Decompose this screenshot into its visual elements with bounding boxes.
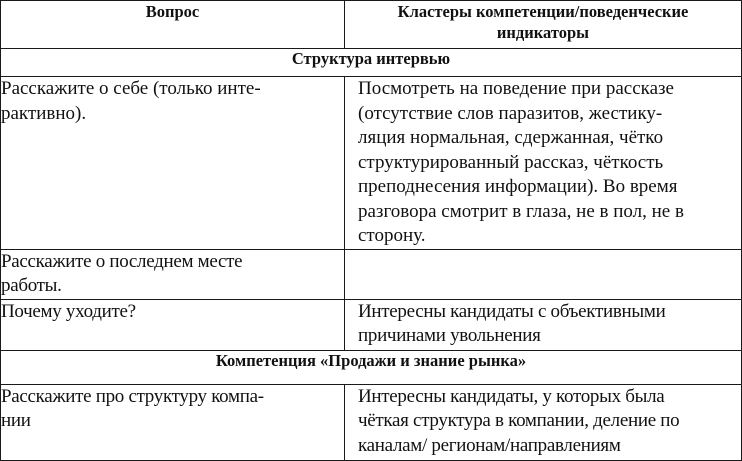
text-line: Интересны кандидаты с объективными xyxy=(358,300,666,322)
text-line: структурированный рассказ, чёткость xyxy=(358,151,664,173)
indicators-cell xyxy=(345,77,742,250)
text-line: Расскажите о последнем месте xyxy=(1,250,243,272)
text-line: нии xyxy=(1,410,31,431)
column-header-clusters xyxy=(345,1,742,49)
indicators-cell-empty xyxy=(345,249,742,299)
section-row-sales-competency xyxy=(1,350,742,384)
text-line: (отсутствие слов паразитов, жестику- xyxy=(358,102,663,124)
text-line: Интересны кандидаты, у которых была xyxy=(358,385,665,407)
column-header-question xyxy=(1,1,345,49)
text-line: Посмотреть на поведение при рассказе xyxy=(358,78,674,99)
table-row xyxy=(1,299,742,350)
indicators-cell xyxy=(345,384,742,460)
table-row xyxy=(1,77,742,250)
text-line: рактивно). xyxy=(1,102,87,124)
text-line: работы. xyxy=(1,275,62,296)
text-line: Расскажите о себе (только инте- xyxy=(1,78,261,99)
text-line: Почему уходите? xyxy=(1,300,136,322)
column-header-question-label: Вопрос xyxy=(145,2,200,21)
column-header-clusters-line-1: Кластеры компетенции/поведенческие xyxy=(397,2,689,21)
section-title: Структура интервью xyxy=(1,49,742,77)
text-line: сторону. xyxy=(358,225,426,246)
question-cell xyxy=(1,299,345,350)
column-header-clusters-line-2: индикаторы xyxy=(496,23,590,42)
header-row xyxy=(1,1,742,49)
table-row xyxy=(1,249,742,299)
text-line: разговора смотрит в глаза, не в пол, не в xyxy=(358,200,684,222)
section-row-interview-structure xyxy=(1,49,742,77)
text-line: Расскажите про структуру компа- xyxy=(1,385,264,407)
text-line: каналам/ регионам/направлениям xyxy=(358,434,621,456)
indicators-cell xyxy=(345,299,742,350)
section-title: Компетенция «Продажи и знание рынка» xyxy=(1,350,742,384)
text-line: причинами увольнения xyxy=(358,325,541,346)
table-row xyxy=(1,384,742,460)
text-line: чёткая структура в компании, деление по xyxy=(358,410,680,431)
question-cell xyxy=(1,77,345,250)
question-cell xyxy=(1,249,345,299)
question-cell xyxy=(1,384,345,460)
text-line: ляция нормальная, сдержанная, чётко xyxy=(358,127,664,148)
text-line: преподнесения информации). Во время xyxy=(358,176,678,197)
